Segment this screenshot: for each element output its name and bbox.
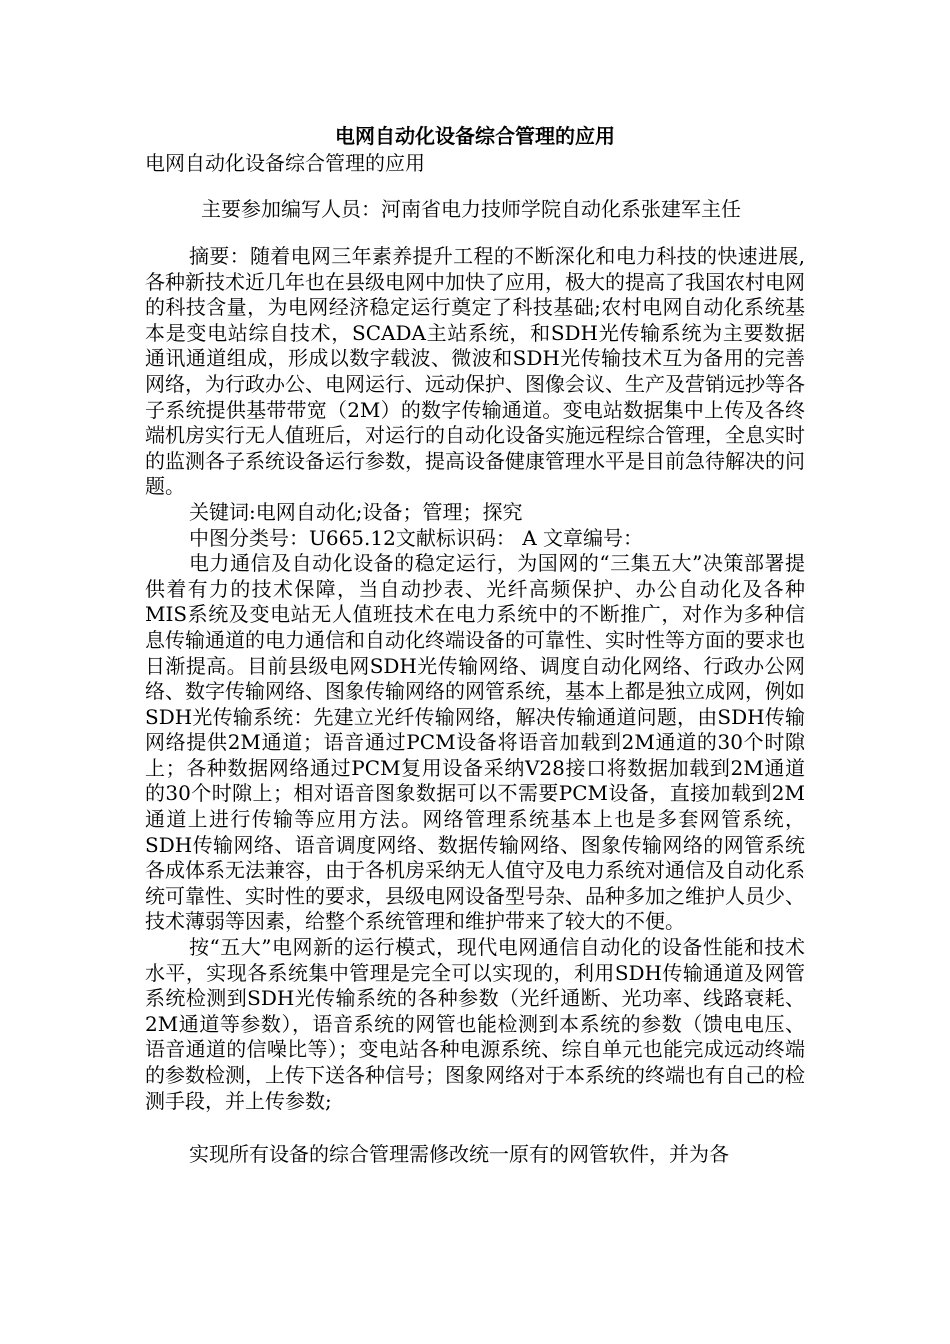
classification-line: 中图分类号：U665.12文献标识码： A 文章编号： [189,525,643,550]
document-page [145,122,805,1168]
authors-line: 主要参加编写人员：河南省电力技师学院自动化系张建军主任 [201,197,741,221]
document-subtitle: 电网自动化设备综合管理的应用 [145,151,425,175]
body-paragraph-1: 电力通信及自动化设备的稳定运行，为国网的“三集五大”决策部署提供着有力的技术保障，当自动抄表、光纤高频保护、办公自动化及各种MIS系统及变电站无人值班技术在电力系统中的不断推广，对作为多种信息传输通道的电力通信和自动化终端设备的可靠性、实时性等方面的要求也日渐提高。目前县级电网SDH光传输网络、调度自动化网络、行政办公网络、数字传输网络、图象传输网络的网管系统，基本上都是独立成网，例如SDH光传输系统：先建立光纤传输网络，解决传输通道问题，由SDH传输网络提供2M通道；语音通过PCM设备将语音加载到2M通道的30个时隙上；各种数据网络通过PCM复用设备采纳V28接口将数据加载到2M通道的30个时隙上；相对语音图象数据可以不需要PCM设备，直接加载到2M通道上进行传输等应用方法。网络管理系统基本上也是多套网管系统，SDH传输网络、语音调度网络、数据传输网络、图象传输网络的网管系统各成体系无法兼容，由于各机房采纳无人值守及电力系统对通信及自动化系统可靠性、实时性的要求，县级电网设备型号杂、品种多加之维护人员少、技术薄弱等因素，给整个系统管理和维护带来了较大的不便。 [145,551,805,934]
keywords-line: 关键词:电网自动化;设备；管理；探究 [189,499,523,524]
body-paragraph-2: 按“五大”电网新的运行模式，现代电网通信自动化的设备性能和技术水平，实现各系统集中管理是完全可以实现的，利用SDH传输通道及网管系统检测到SDH光传输系统的各种参数（光纤通断、光功率、线路衰耗、2M通道等参数），语音系统的网管也能检测到本系统的参数（馈电电压、语音通道的信噪比等）；变电站各种电源系统、综自单元也能完成远动终端的参数检测，上传下送各种信号；图象网络对于本系统的终端也有自己的检测手段，并上传参数; [145,935,805,1113]
abstract-paragraph: 摘要：随着电网三年素养提升工程的不断深化和电力科技的快速进展,各种新技术近几年也在县级电网中加快了应用，极大的提高了我国农村电网的科技含量，为电网经济稳定运行奠定了科技基础;农村电网自动化系统基本是变电站综自技术，SCADA主站系统，和SDH光传输系统为主要数据通讯通道组成，形成以数字载波、微波和SDH光传输技术互为备用的完善网络，为行政办公、电网运行、远动保护、图像会议、生产及营销远抄等各子系统提供基带带宽（2M）的数字传输通道。变电站数据集中上传及各终端机房实行无人值班后，对运行的自动化设备实施远程综合管理，全息实时的监测各子系统设备运行参数，提高设备健康管理水平是目前急待解决的问题。 [145,244,805,499]
body-paragraph-3: 实现所有设备的综合管理需修改统一原有的网管软件，并为各 [189,1142,729,1167]
document-title: 电网自动化设备综合管理的应用 [335,124,615,148]
